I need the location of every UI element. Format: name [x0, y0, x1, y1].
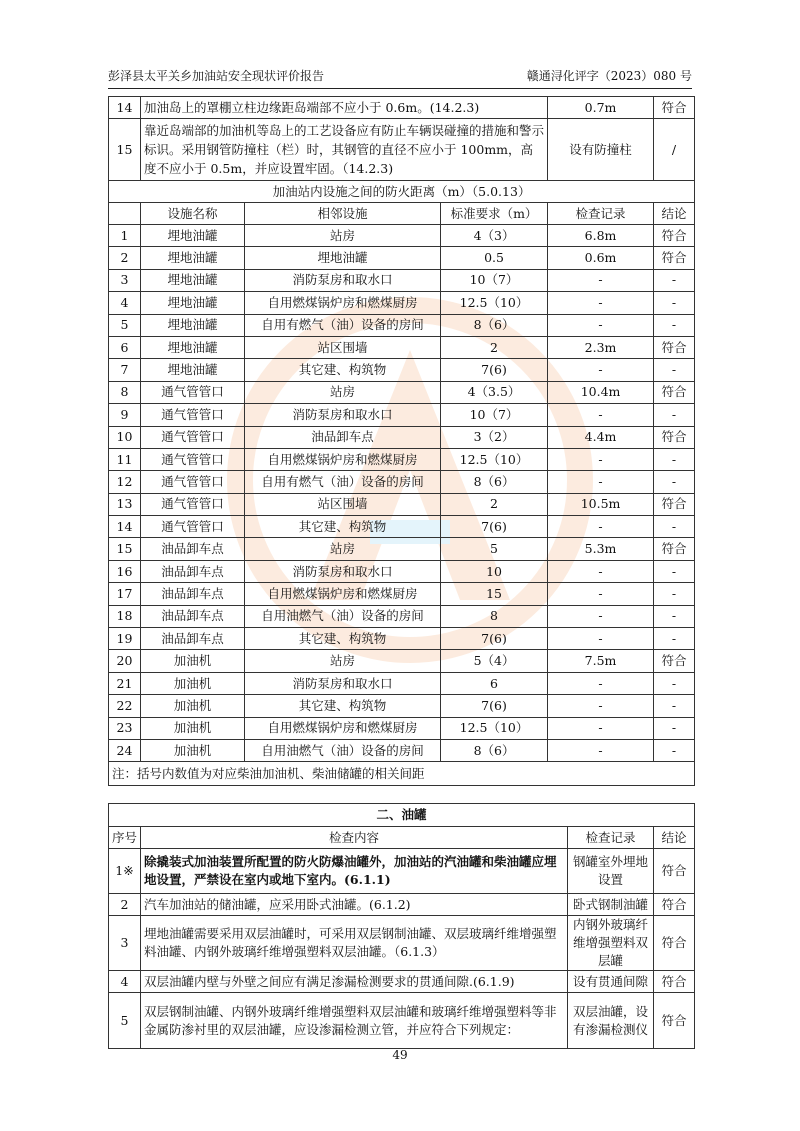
- table-row: [109, 97, 695, 119]
- standard-requirement: 7(6): [441, 516, 548, 538]
- check-result: -: [654, 695, 695, 717]
- standard-requirement: 15: [441, 583, 548, 605]
- adjacent-facility: 埋地油罐: [245, 247, 441, 269]
- check-record: -: [548, 471, 654, 493]
- page-number: 49: [392, 1048, 408, 1062]
- row-number: 9: [109, 404, 141, 426]
- table-row: [109, 359, 695, 381]
- table-row: [109, 605, 695, 627]
- check-result: -: [654, 739, 695, 761]
- standard-requirement: 5: [441, 538, 548, 560]
- standard-requirement: 7(6): [441, 628, 548, 650]
- facility-header: 设施名称: [141, 203, 245, 225]
- check-result: -: [654, 471, 695, 493]
- table-row: [109, 739, 695, 761]
- adjacent-facility: 消防泵房和取水口: [245, 269, 441, 291]
- row-number: 15: [109, 538, 141, 560]
- standard-requirement: 6: [441, 672, 548, 694]
- standard-requirement: 12.5（10）: [441, 292, 548, 314]
- row-number: 13: [109, 493, 141, 515]
- adjacent-facility: 自用燃煤锅炉房和燃煤厨房: [245, 717, 441, 739]
- table-row: [109, 426, 695, 448]
- standard-requirement: 7(6): [441, 359, 548, 381]
- facility-name: 通气管管口: [141, 381, 245, 403]
- facility-name: 通气管管口: [141, 448, 245, 470]
- check-record: -: [548, 516, 654, 538]
- check-record: -: [548, 739, 654, 761]
- check-record: -: [548, 695, 654, 717]
- note-row: [109, 762, 695, 786]
- check-record: 7.5m: [548, 650, 654, 672]
- check-record: -: [548, 560, 654, 582]
- table-row: [109, 628, 695, 650]
- facility-name: 埋地油罐: [141, 359, 245, 381]
- check-result: -: [654, 292, 695, 314]
- adjacent-facility: 油品卸车点: [245, 426, 441, 448]
- table-row: [109, 493, 695, 515]
- row-number: 23: [109, 717, 141, 739]
- section-title-row: [109, 181, 695, 203]
- adjacent-facility: 自用有燃气（油）设备的房间: [245, 314, 441, 336]
- check-content: 汽车加油站的储油罐，应采用卧式油罐。(6.1.2): [141, 894, 568, 916]
- number-header: 序号: [109, 827, 141, 849]
- table-row: [109, 247, 695, 269]
- table-row: [109, 650, 695, 672]
- standard-requirement: 10（7）: [441, 404, 548, 426]
- facility-name: 埋地油罐: [141, 247, 245, 269]
- check-result: -: [654, 516, 695, 538]
- adjacent-facility: 自用油燃气（油）设备的房间: [245, 739, 441, 761]
- table-row: [109, 849, 695, 894]
- adjacent-facility: 自用有燃气（油）设备的房间: [245, 471, 441, 493]
- table-row: [109, 672, 695, 694]
- facility-name: 油品卸车点: [141, 538, 245, 560]
- check-record: 钢罐室外埋地设置: [568, 849, 654, 894]
- facility-name: 油品卸车点: [141, 583, 245, 605]
- standard-requirement: 0.5: [441, 247, 548, 269]
- standard-requirement: 4（3）: [441, 225, 548, 247]
- row-number: 8: [109, 381, 141, 403]
- header-row: [109, 203, 695, 225]
- adjacent-header: 相邻设施: [245, 203, 441, 225]
- adjacent-facility: 其它建、构筑物: [245, 516, 441, 538]
- adjacent-facility: 自用燃煤锅炉房和燃煤厨房: [245, 292, 441, 314]
- table-row: [109, 695, 695, 717]
- standard-requirement: 7(6): [441, 695, 548, 717]
- row-number: 3: [109, 916, 141, 971]
- check-result: -: [654, 672, 695, 694]
- adjacent-facility: 站房: [245, 225, 441, 247]
- table-row: [109, 894, 695, 916]
- check-record: 内钢外玻璃纤维增强塑料双层罐: [568, 916, 654, 971]
- check-result: 符合: [654, 426, 695, 448]
- table-row: [109, 971, 695, 993]
- check-record: 卧式钢制油罐: [568, 894, 654, 916]
- table-row: [109, 538, 695, 560]
- standard-requirement: 2: [441, 493, 548, 515]
- result-header: 结论: [654, 203, 695, 225]
- facility-name: 加油机: [141, 739, 245, 761]
- table-row: [109, 314, 695, 336]
- check-record: -: [548, 404, 654, 426]
- table-row: [109, 225, 695, 247]
- facility-name: 油品卸车点: [141, 628, 245, 650]
- table-row: [109, 292, 695, 314]
- facility-name: 埋地油罐: [141, 225, 245, 247]
- adjacent-facility: 站房: [245, 650, 441, 672]
- check-result: 符合: [654, 538, 695, 560]
- check-result: 符合: [654, 97, 695, 119]
- table-row: [109, 583, 695, 605]
- check-result: -: [654, 314, 695, 336]
- table-row: [109, 381, 695, 403]
- section-title: 加油站内设施之间的防火距离（m）（5.0.13）: [109, 181, 695, 203]
- facility-name: 加油机: [141, 672, 245, 694]
- check-content: 除撬装式加油装置所配置的防火防爆油罐外，加油站的汽油罐和柴油罐应埋地设置，严禁设在室内或地下室内。(6.1.1): [141, 849, 568, 894]
- facility-name: 通气管管口: [141, 493, 245, 515]
- check-record: 0.7m: [548, 97, 654, 119]
- header-row: [109, 827, 695, 849]
- check-result: 符合: [654, 247, 695, 269]
- check-record: -: [548, 628, 654, 650]
- standard-header: 标准要求（m）: [441, 203, 548, 225]
- standard-requirement: 5（4）: [441, 650, 548, 672]
- table-row: [109, 516, 695, 538]
- row-number: 11: [109, 448, 141, 470]
- check-record: 10.5m: [548, 493, 654, 515]
- standard-requirement: 10（7）: [441, 269, 548, 291]
- content-header: 检查内容: [141, 827, 568, 849]
- check-record: -: [548, 448, 654, 470]
- check-content: 加油岛上的罩棚立柱边缘距岛端部不应小于 0.6m。(14.2.3): [141, 97, 548, 119]
- facility-name: 油品卸车点: [141, 560, 245, 582]
- row-number: 17: [109, 583, 141, 605]
- row-number: 4: [109, 971, 141, 993]
- adjacent-facility: 站区围墙: [245, 493, 441, 515]
- row-number: 22: [109, 695, 141, 717]
- check-record: -: [548, 672, 654, 694]
- adjacent-facility: 其它建、构筑物: [245, 628, 441, 650]
- facility-name: 通气管管口: [141, 516, 245, 538]
- row-number: 15: [109, 119, 141, 181]
- facility-name: 埋地油罐: [141, 314, 245, 336]
- facility-name: 通气管管口: [141, 426, 245, 448]
- check-content: 双层钢制油罐、内钢外玻璃纤维增强塑料双层油罐和玻璃纤维增强塑料等非金属防渗衬里的双层油罐，应设渗漏检测立管，并应符合下列规定：: [141, 993, 568, 1049]
- standard-requirement: 3（2）: [441, 426, 548, 448]
- row-number: 10: [109, 426, 141, 448]
- standard-requirement: 8（6）: [441, 739, 548, 761]
- check-result: -: [654, 717, 695, 739]
- table-row: [109, 448, 695, 470]
- adjacent-facility: 其它建、构筑物: [245, 359, 441, 381]
- standard-requirement: 8（6）: [441, 314, 548, 336]
- check-result: -: [654, 583, 695, 605]
- check-content: 靠近岛端部的加油机等岛上的工艺设备应有防止车辆误碰撞的措施和警示标识。采用钢管防撞柱（栏）时，其钢管的直径不应小于 100mm，高度不应小于 0.5m，并应设置牢固。（14.2.3): [141, 119, 548, 181]
- check-record: -: [548, 583, 654, 605]
- table-note: 注：括号内数值为对应柴油加油机、柴油储罐的相关间距: [109, 762, 695, 786]
- result-header: 结论: [654, 827, 695, 849]
- table-row: [109, 993, 695, 1049]
- row-number: 1※: [109, 849, 141, 894]
- facility-name: 加油机: [141, 717, 245, 739]
- facility-name: 埋地油罐: [141, 292, 245, 314]
- adjacent-facility: 其它建、构筑物: [245, 695, 441, 717]
- facility-name: 埋地油罐: [141, 336, 245, 358]
- adjacent-facility: 自用燃煤锅炉房和燃煤厨房: [245, 448, 441, 470]
- row-number: 14: [109, 516, 141, 538]
- row-number: 18: [109, 605, 141, 627]
- check-record: 设有防撞柱: [548, 119, 654, 181]
- table-row: [109, 404, 695, 426]
- blank-header-cell: [109, 203, 141, 225]
- adjacent-facility: 自用燃煤锅炉房和燃煤厨房: [245, 583, 441, 605]
- row-number: 2: [109, 894, 141, 916]
- table-row: [109, 560, 695, 582]
- header-report-title: 彭泽县太平关乡加油站安全现状评价报告: [108, 69, 325, 83]
- check-result: -: [654, 560, 695, 582]
- table-row: [109, 336, 695, 358]
- oil-tank-table: [108, 803, 695, 1049]
- section-title: 二、油罐: [109, 804, 695, 827]
- record-header: 检查记录: [568, 827, 654, 849]
- check-result: -: [654, 605, 695, 627]
- adjacent-facility: 站区围墙: [245, 336, 441, 358]
- standard-requirement: 4（3.5）: [441, 381, 548, 403]
- check-result: 符合: [654, 916, 695, 971]
- check-result: 符合: [654, 381, 695, 403]
- adjacent-facility: 消防泵房和取水口: [245, 672, 441, 694]
- facility-name: 油品卸车点: [141, 605, 245, 627]
- table-row: [109, 916, 695, 971]
- row-number: 4: [109, 292, 141, 314]
- table-row: [109, 717, 695, 739]
- row-number: 21: [109, 672, 141, 694]
- check-record: 4.4m: [548, 426, 654, 448]
- check-result: -: [654, 269, 695, 291]
- header-report-number: 赣通浔化评字（2023）080 号: [526, 69, 692, 83]
- adjacent-facility: 消防泵房和取水口: [245, 560, 441, 582]
- row-number: 20: [109, 650, 141, 672]
- check-result: -: [654, 448, 695, 470]
- table-row: [109, 269, 695, 291]
- standard-requirement: 12.5（10）: [441, 717, 548, 739]
- facility-name: 通气管管口: [141, 471, 245, 493]
- standard-requirement: 10: [441, 560, 548, 582]
- check-result: /: [654, 119, 695, 181]
- standard-requirement: 2: [441, 336, 548, 358]
- check-content: 双层油罐内壁与外壁之间应有满足渗漏检测要求的贯通间隙.(6.1.9): [141, 971, 568, 993]
- check-result: -: [654, 359, 695, 381]
- table-row: [109, 119, 695, 181]
- check-result: 符合: [654, 894, 695, 916]
- fire-distance-table: [108, 96, 695, 786]
- facility-name: 埋地油罐: [141, 269, 245, 291]
- adjacent-facility: 消防泵房和取水口: [245, 404, 441, 426]
- check-record: -: [548, 269, 654, 291]
- check-record: -: [548, 717, 654, 739]
- check-result: 符合: [654, 971, 695, 993]
- check-record: -: [548, 292, 654, 314]
- row-number: 16: [109, 560, 141, 582]
- facility-name: 加油机: [141, 695, 245, 717]
- row-number: 24: [109, 739, 141, 761]
- row-number: 1: [109, 225, 141, 247]
- check-result: 符合: [654, 650, 695, 672]
- adjacent-facility: 站房: [245, 538, 441, 560]
- table-row: [109, 471, 695, 493]
- record-header: 检查记录: [548, 203, 654, 225]
- check-result: 符合: [654, 849, 695, 894]
- standard-requirement: 12.5（10）: [441, 448, 548, 470]
- row-number: 2: [109, 247, 141, 269]
- check-result: 符合: [654, 993, 695, 1049]
- check-record: 0.6m: [548, 247, 654, 269]
- check-record: 5.3m: [548, 538, 654, 560]
- check-result: 符合: [654, 336, 695, 358]
- check-record: 设有贯通间隙: [568, 971, 654, 993]
- adjacent-facility: 自用油燃气（油）设备的房间: [245, 605, 441, 627]
- check-record: -: [548, 359, 654, 381]
- row-number: 5: [109, 314, 141, 336]
- check-record: 10.4m: [548, 381, 654, 403]
- row-number: 6: [109, 336, 141, 358]
- row-number: 12: [109, 471, 141, 493]
- check-record: -: [548, 605, 654, 627]
- check-result: 符合: [654, 225, 695, 247]
- facility-name: 通气管管口: [141, 404, 245, 426]
- row-number: 7: [109, 359, 141, 381]
- standard-requirement: 8: [441, 605, 548, 627]
- check-record: 双层油罐，设有渗漏检测仪: [568, 993, 654, 1049]
- adjacent-facility: 站房: [245, 381, 441, 403]
- check-record: -: [548, 314, 654, 336]
- check-content: 埋地油罐需要采用双层油罐时，可采用双层钢制油罐、双层玻璃纤维增强塑料油罐、内钢外玻璃纤维增强塑料双层油罐。（6.1.3）: [141, 916, 568, 971]
- page-header: [108, 64, 692, 89]
- row-number: 5: [109, 993, 141, 1049]
- standard-requirement: 8（6）: [441, 471, 548, 493]
- facility-name: 加油机: [141, 650, 245, 672]
- check-record: 2.3m: [548, 336, 654, 358]
- check-result: -: [654, 404, 695, 426]
- check-result: 符合: [654, 493, 695, 515]
- row-number: 3: [109, 269, 141, 291]
- section-title-row: [109, 804, 695, 827]
- row-number: 14: [109, 97, 141, 119]
- row-number: 19: [109, 628, 141, 650]
- check-record: 6.8m: [548, 225, 654, 247]
- check-result: -: [654, 628, 695, 650]
